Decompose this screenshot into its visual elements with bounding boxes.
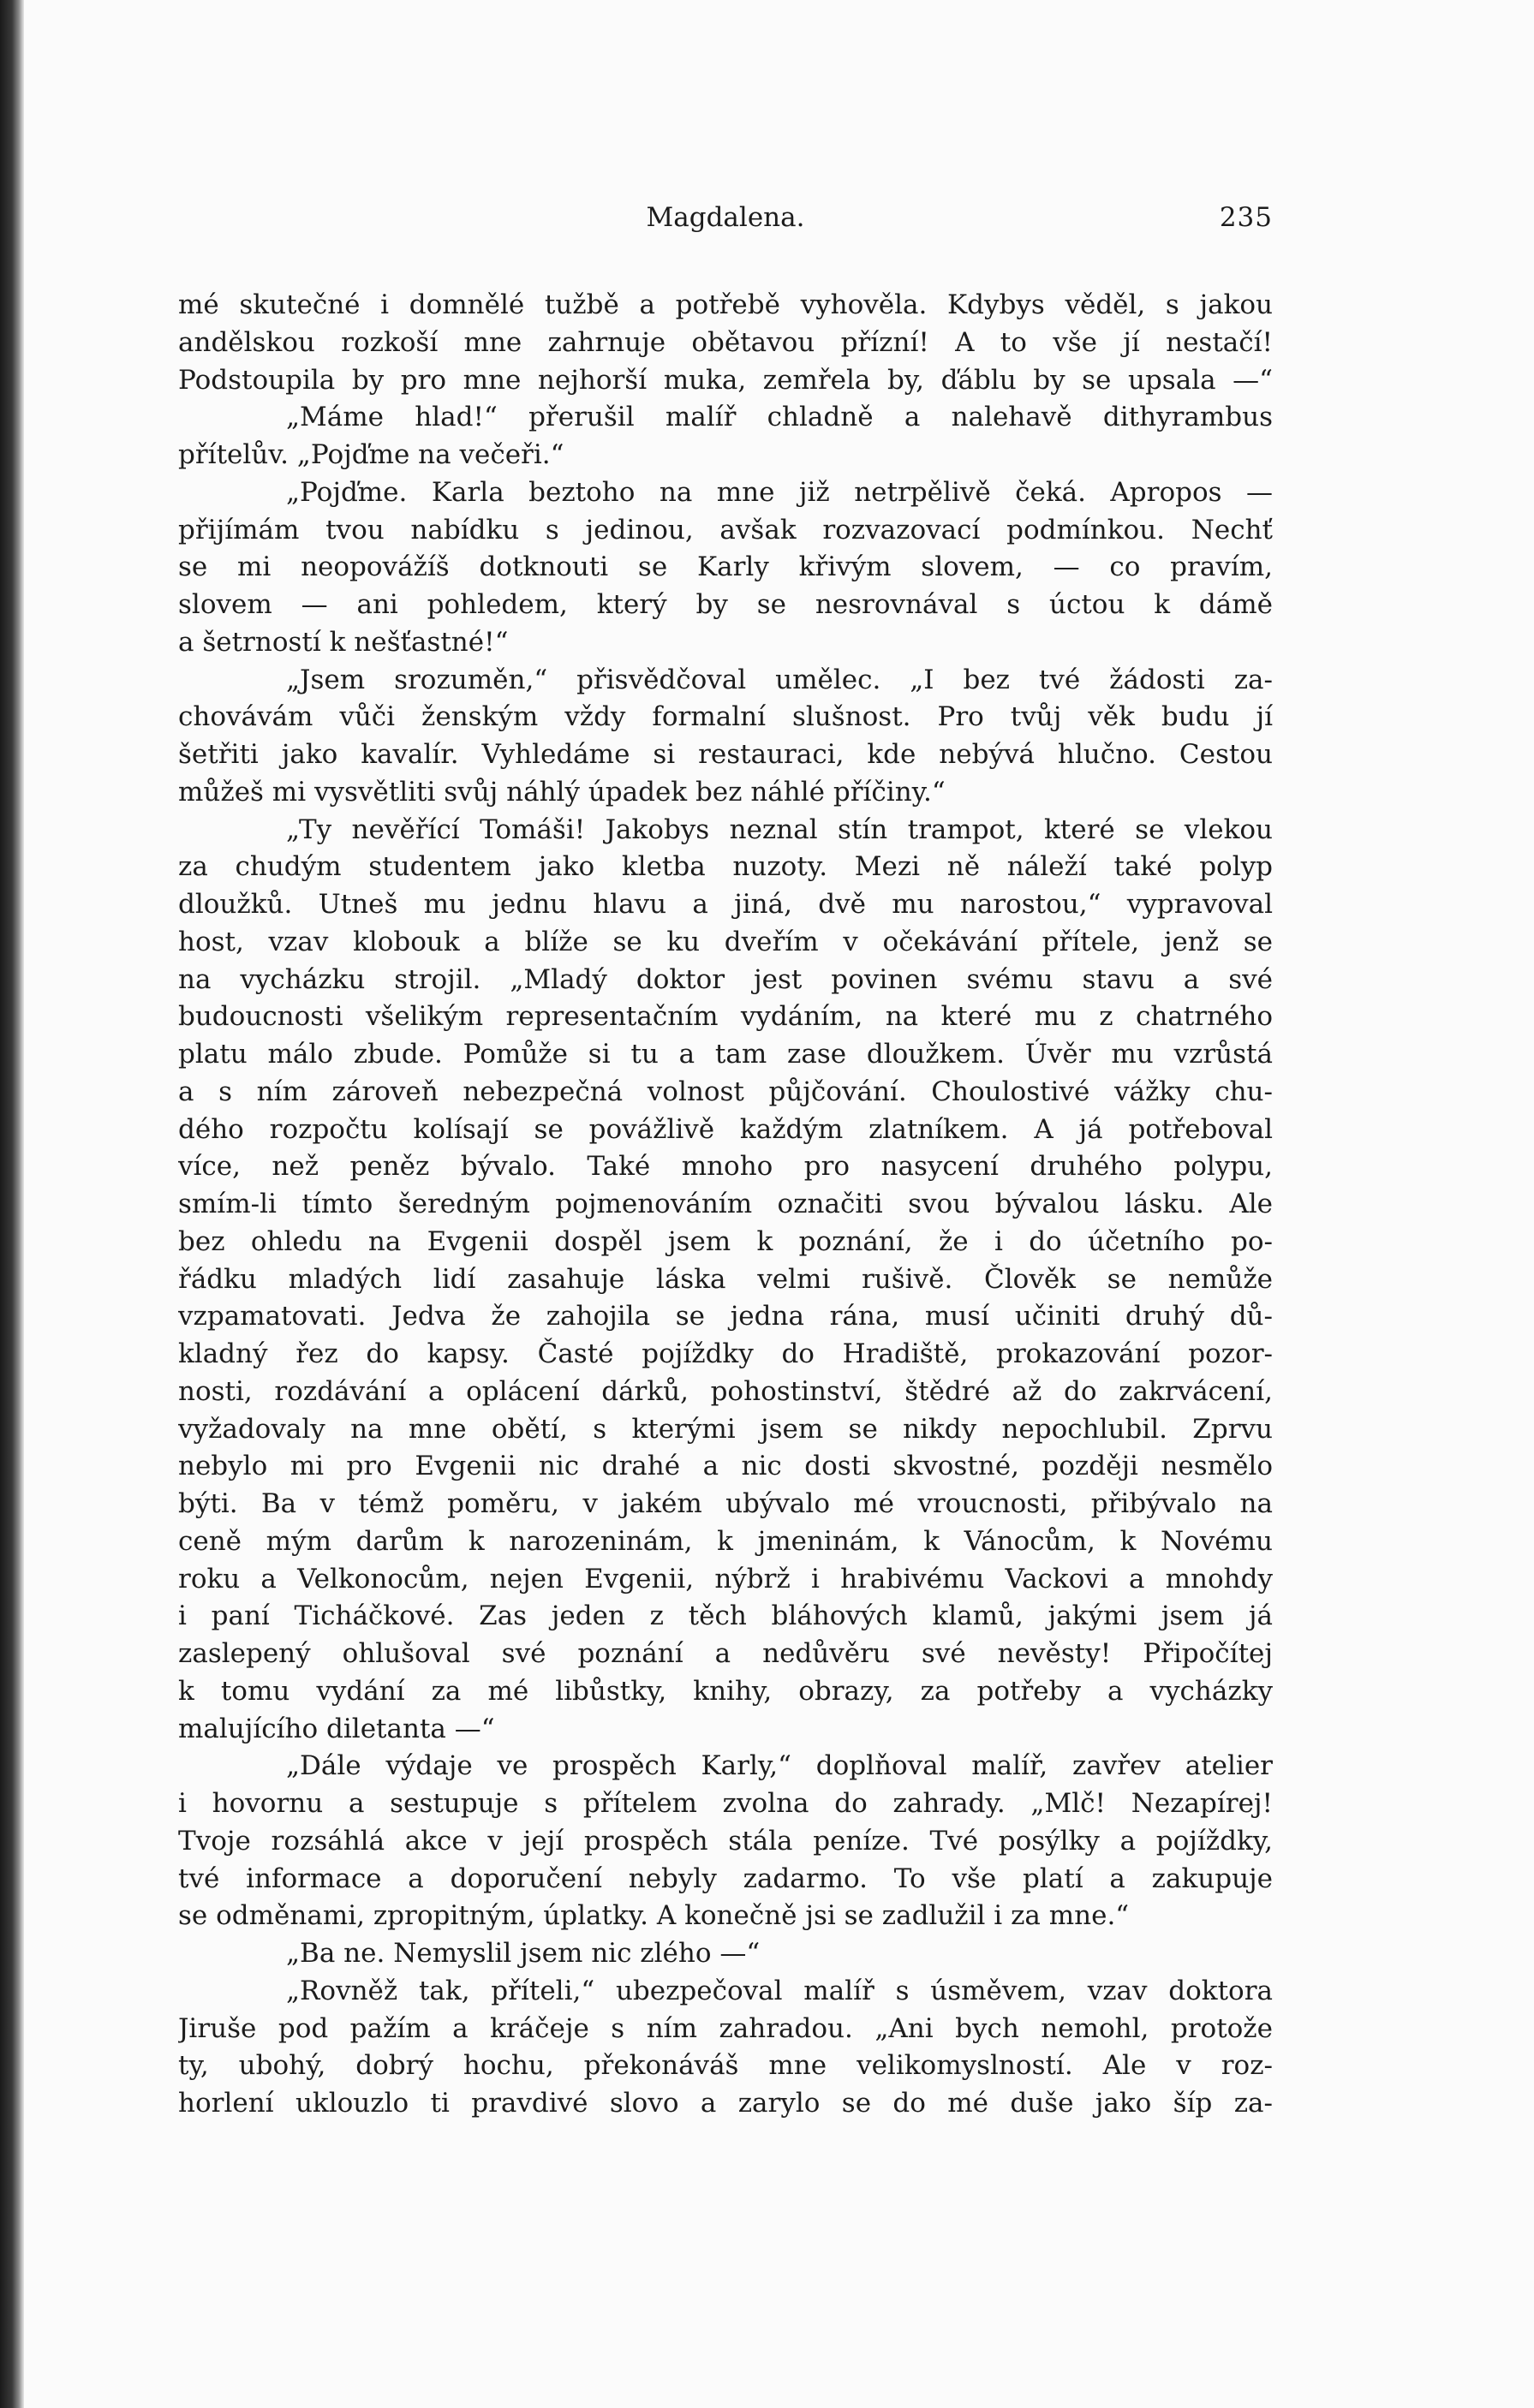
text-line: šetřiti jako kavalír. Vyhledáme si restauraci, kde nebývá hlučno. Cestou <box>178 739 1273 770</box>
running-title: Magdalena. <box>646 202 805 233</box>
text-line: za chudým studentem jako kletba nuzoty. Mezi ně náleží také polyp <box>178 851 1273 883</box>
text-line: „Pojďme. Karla beztoho na mne již netrpělivě čeká. Apropos — <box>286 476 1273 508</box>
page-header <box>178 202 1273 236</box>
text-line: „Dále výdaje ve prospěch Karly,“ doplňoval malíř, zavřev atelier <box>286 1750 1273 1782</box>
text-line: slovem — ani pohledem, který by se nesrovnával s úctou k dámě <box>178 589 1273 620</box>
text-line: ty, ubohý, dobrý hochu, překonáváš mne velikomyslností. Ale v roz- <box>178 2050 1273 2082</box>
text-line: Podstoupila by pro mne nejhorší muka, zemřela by, ďáblu by se upsala —“ <box>178 364 1273 396</box>
text-line: Jiruše pod pažím a kráčeje s ním zahradou. „Ani bych nemohl, protože <box>178 2012 1273 2044</box>
text-line: se odměnami, zpropitným, úplatky. A konečně jsi se zadlužil i za mne.“ <box>178 1900 1130 1932</box>
text-line: můžeš mi vysvětliti svůj náhlý úpadek bez náhlé příčiny.“ <box>178 776 946 808</box>
text-line: roku a Velkonocům, nejen Evgenii, nýbrž i hrabivému Vackovi a mnohdy <box>178 1563 1273 1594</box>
text-line: býti. Ba v témž poměru, v jakém ubývalo mé vroucnosti, přibývalo na <box>178 1488 1273 1519</box>
text-line: budoucnosti všelikým representačním vydáním, na které mu z chatrného <box>178 1001 1273 1033</box>
text-line: „Rovněž tak, příteli,“ ubezpečoval malíř s úsměvem, vzav doktora <box>286 1975 1273 2006</box>
text-line: zaslepený ohlušoval své poznání a nedůvěru své nevěsty! Připočítej <box>178 1638 1273 1669</box>
text-line: „Máme hlad!“ přerušil malíř chladně a nalehavě dithyrambus <box>286 402 1273 433</box>
text-line: tvé informace a doporučení nebyly zadarmo. To vše platí a zakupuje <box>178 1863 1273 1894</box>
text-line: a s ním zároveň nebezpečná volnost půjčování. Choulostivé vážky chu- <box>178 1076 1273 1107</box>
text-line: a šetrností k nešťastné!“ <box>178 626 509 658</box>
text-line: dloužků. Utneš mu jednu hlavu a jiná, dvě mu narostou,“ vypravoval <box>178 889 1273 920</box>
text-line: k tomu vydání za mé libůstky, knihy, obrazy, za potřeby a vycházky <box>178 1675 1273 1707</box>
text-line: nebylo mi pro Evgenii nic drahé a nic dosti skvostné, později nesmělo <box>178 1451 1273 1482</box>
text-line: smím-li tímto šeredným pojmenováním označiti svou bývalou lásku. Ale <box>178 1189 1273 1219</box>
text-line: chovávám vůči ženským vždy formalní slušnost. Pro tvůj věk budu jí <box>178 701 1273 733</box>
text-line: mé skutečné i domnělé tužbě a potřebě vyhověla. Kdybys věděl, s jakou <box>178 289 1273 320</box>
text-line: kladný řez do kapsy. Časté pojíždky do Hradiště, prokazování pozor- <box>178 1338 1273 1369</box>
text-line: ceně mým darům k narozeninám, k jmeninám, k Vánocům, k Novému <box>178 1525 1273 1557</box>
text-line: malujícího diletanta —“ <box>178 1713 495 1744</box>
text-line: Tvoje rozsáhlá akce v její prospěch stála peníze. Tvé posýlky a pojíždky, <box>178 1825 1273 1857</box>
text-line: vzpamatovati. Jedva že zahojila se jedna rána, musí učiniti druhý dů- <box>178 1301 1273 1332</box>
text-line: více, než peněz bývalo. Také mnoho pro nasycení druhého polypu, <box>178 1151 1273 1183</box>
text-line: „Ty nevěřící Tomáši! Jakobys neznal stín trampot, které se vlekou <box>286 814 1273 845</box>
page-number: 235 <box>1219 202 1273 233</box>
text-line: i paní Ticháčkové. Zas jeden z těch bláhových klamů, jakými jsem já <box>178 1600 1273 1632</box>
text-line: se mi neopovážíš dotknouti se Karly křivým slovem, — co pravím, <box>178 551 1273 583</box>
text-line: platu málo zbude. Pomůže si tu a tam zase dloužkem. Úvěr mu vzrůstá <box>178 1039 1273 1070</box>
text-line: vyžadovaly na mne obětí, s kterými jsem se nikdy nepochlubil. Zprvu <box>178 1413 1273 1445</box>
text-line: přijímám tvou nabídku s jedinou, avšak rozvazovací podmínkou. Nechť <box>178 514 1273 545</box>
text-line: „Ba ne. Nemyslil jsem nic zlého —“ <box>286 1938 761 1969</box>
text-line: „Jsem srozuměn,“ přisvědčoval umělec. „I bez tvé žádosti za- <box>286 664 1273 695</box>
text-line: i hovornu a sestupuje s přítelem zvolna do zahrady. „Mlč! Nezapírej! <box>178 1788 1273 1819</box>
book-page <box>24 0 1534 2408</box>
body-text <box>178 287 1273 2123</box>
scan-binding-edge <box>0 0 24 2408</box>
text-line: andělskou rozkoší mne zahrnuje obětavou přízní! A to vše jí nestačí! <box>178 326 1273 358</box>
text-line: host, vzav klobouk a blíže se ku dveřím v očekávání přítele, jenž se <box>178 926 1273 957</box>
text-line: bez ohledu na Evgenii dospěl jsem k poznání, že i do účetního po- <box>178 1225 1273 1257</box>
text-line: horlení uklouzlo ti pravdivé slovo a zarylo se do mé duše jako šíp za- <box>178 2088 1273 2119</box>
text-line: dého rozpočtu kolísají se povážlivě každým zlatníkem. A já potřeboval <box>178 1113 1273 1145</box>
text-line: řádku mladých lidí zasahuje láska velmi rušivě. Člověk se nemůže <box>178 1263 1273 1295</box>
text-line: na vycházku strojil. „Mladý doktor jest povinen svému stavu a své <box>178 963 1273 995</box>
text-line: nosti, rozdávání a oplácení dárků, pohostinství, štědré až do zakrvácení, <box>178 1375 1273 1407</box>
text-line: přítelův. „Pojďme na večeři.“ <box>178 439 564 470</box>
